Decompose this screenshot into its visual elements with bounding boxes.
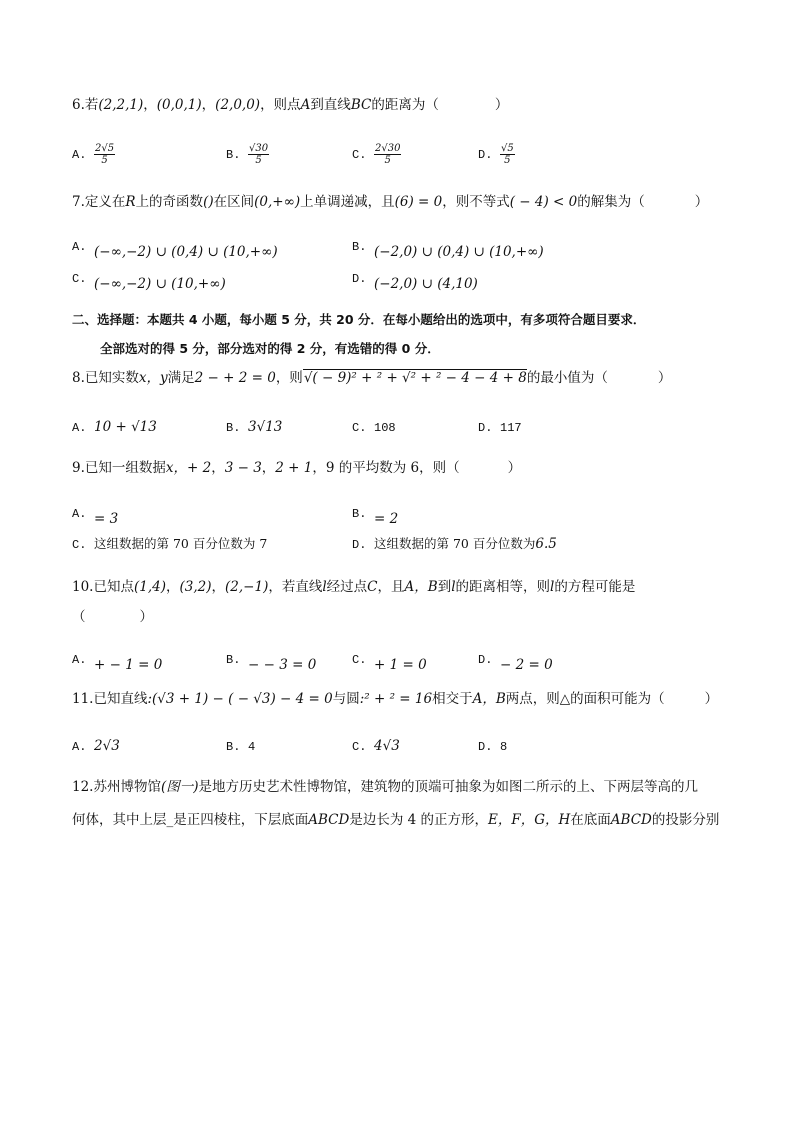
q12-stem-line-2: 何体，其中上层_是正四棱柱，下层底面ABCD是边长为 4 的正方形，E，F，G，H在底面ABCD的投影分别	[72, 812, 720, 828]
q7-stem: 7.定义在R上的奇函数()在区间(0,+∞)上单调递减，且(6) = 0，则不等式( − 4) < 0的解集为（ ）	[72, 194, 709, 210]
q10-answer-paren: （ ）	[72, 609, 153, 625]
q9-option-a[interactable]: A. = 3	[72, 507, 119, 527]
q9-option-b[interactable]: B. = 2	[352, 507, 399, 527]
q7-option-a[interactable]: A. (−∞,−2) ∪ (0,4) ∪ (10,+∞)	[72, 240, 278, 260]
section-2-scoring: 全部选对的得 5 分，部分选对的得 2 分，有选错的得 0 分．	[100, 341, 440, 356]
q6-option-b[interactable]: B. $\frac{√30}{5}$	[226, 143, 269, 166]
q7-option-c[interactable]: C. (−∞,−2) ∪ (10,+∞)	[72, 272, 226, 292]
q6-option-d[interactable]: D. $\frac{√5}{5}$	[478, 143, 514, 166]
fraction: $\frac{2√5}{5}$	[95, 143, 115, 166]
q8-option-a[interactable]: A. 10 + √13	[72, 419, 157, 435]
q11-option-d[interactable]: D. 8	[478, 740, 508, 754]
q9-option-c[interactable]: C. 这组数据的第 70 百分位数为 7	[72, 536, 268, 552]
fraction: $\frac{√5}{5}$	[501, 143, 514, 166]
q9-stem: 9.已知一组数据x，+ 2，3 − 3，2 + 1，9 的平均数为 6，则（ ）	[72, 460, 522, 476]
q11-option-c[interactable]: C. 4√3	[352, 738, 400, 754]
q7-option-d[interactable]: D. (−2,0) ∪ (4,10)	[352, 272, 478, 292]
q10-option-a[interactable]: A. + − 1 = 0	[72, 653, 163, 673]
q10-stem: 10.已知点(1,4)，(3,2)，(2,−1)，若直线l经过点C，且A，B到l的距离相等，则l的方程可能是	[72, 579, 636, 595]
q12-stem-line-1: 12.苏州博物馆(图一)是地方历史艺术性博物馆，建筑物的顶端可抽象为如图二所示的上、下两层等高的几	[72, 779, 699, 795]
q11-option-a[interactable]: A. 2√3	[72, 738, 120, 754]
q11-stem: 11.已知直线:(√3 + 1) − ( − √3) − 4 = 0与圆:² + ² = 16相交于A，B两点，则△的面积可能为（ ）	[72, 691, 719, 707]
q9-option-d[interactable]: D. 这组数据的第 70 百分位数为6.5	[352, 536, 557, 552]
q6-stem: 6.若(2,2,1)，(0,0,1)，(2,0,0)，则点A到直线BC的距离为（ ）	[72, 97, 509, 113]
fraction: $\frac{2√30}{5}$	[375, 143, 401, 166]
q10-option-c[interactable]: C. + 1 = 0	[352, 653, 427, 673]
q10-option-d[interactable]: D. − 2 = 0	[478, 653, 553, 673]
q8-option-b[interactable]: B. 3√13	[226, 419, 283, 435]
q8-stem: 8.已知实数x，y满足2 − + 2 = 0，则√( − 9)² + ² + √² + ² − 4 − 4 + 8的最小值为（ ）	[72, 370, 672, 386]
q7-option-b[interactable]: B. (−2,0) ∪ (0,4) ∪ (10,+∞)	[352, 240, 544, 260]
q10-option-b[interactable]: B. − − 3 = 0	[226, 653, 317, 673]
q8-option-d[interactable]: D. 117	[478, 421, 522, 435]
q11-option-b[interactable]: B. 4	[226, 740, 256, 754]
q8-option-c[interactable]: C. 108	[352, 421, 396, 435]
fraction: $\frac{√30}{5}$	[249, 143, 269, 166]
section-2-heading: 二、选择题：本题共 4 小题，每小题 5 分，共 20 分．在每小题给出的选项中，有多项符合题目要求．	[72, 312, 646, 327]
q6-option-c[interactable]: C. $\frac{2√30}{5}$	[352, 143, 401, 166]
q6-option-a[interactable]: A. $\frac{2√5}{5}$	[72, 143, 115, 166]
